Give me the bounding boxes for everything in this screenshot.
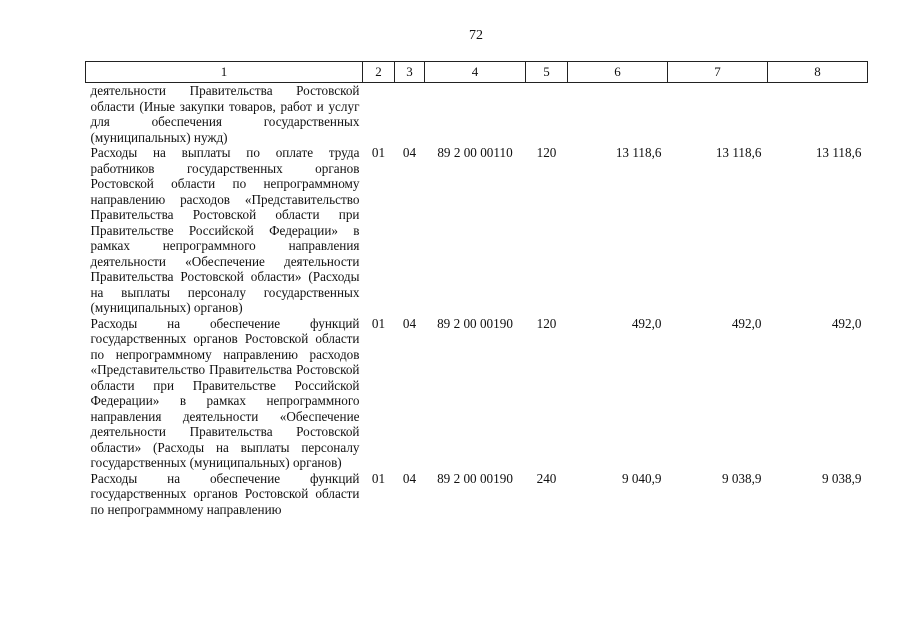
- row-subsection: 04: [402, 470, 417, 486]
- row-subsection: 04: [402, 315, 417, 331]
- row-target-article: 89 2 00 00190: [437, 315, 513, 331]
- row-description: Расходы на выплаты по оплате труда работников государственных органов Ростовской области по непрограммному направлению расходов «Представительство Правительства Ростовской области при Правительстве Российской Федерации» в рамках непрограммного направления деятельности «Обеспечение деятельности Правительства Ростовской области» (Расходы на выплаты персоналу государственных (муниципальных) органов): [90, 145, 360, 315]
- row-amount-col6: 9 040,9: [621, 470, 662, 486]
- header-col-5: 5: [526, 62, 568, 83]
- table-body: [86, 83, 868, 518]
- header-col-4: 4: [425, 62, 526, 83]
- header-col-3: 3: [395, 62, 425, 83]
- row-amount-col6: [568, 83, 668, 146]
- row-expense-type: 120: [536, 145, 557, 160]
- row-target-article: 89 2 00 00190: [437, 470, 513, 486]
- row-target-article: 89 2 00 00110: [437, 145, 513, 160]
- table-row: [86, 145, 868, 316]
- row-amount-col6: 492,0: [631, 315, 662, 331]
- row-expense-type: 240: [536, 470, 557, 486]
- row-description: Расходы на обеспечение функций государственных органов Ростовской области по непрограммному направлению: [90, 470, 360, 517]
- table-header: [86, 62, 868, 83]
- row-section: 01: [371, 145, 386, 160]
- row-expense-type: [526, 83, 568, 146]
- row-description: Расходы на обеспечение функций государственных органов Ростовской области по непрограммному направлению расходов «Представительство Правительства Ростовской области при Правительстве Российской Федерации» в рамках непрограммного направления деятельности «Обеспечение деятельности Правительства Ростовской области» (Расходы на выплаты персоналу государственных (муниципальных) органов): [90, 315, 360, 470]
- row-target-article: [425, 83, 526, 146]
- header-row: [86, 62, 868, 83]
- row-subsection: 04: [402, 145, 417, 160]
- row-description: деятельности Правительства Ростовской области (Иные закупки товаров, работ и услуг для обеспечения государственных (муниципальных) нужд): [90, 83, 360, 145]
- row-amount-col7: 13 118,6: [715, 145, 762, 160]
- row-amount-col8: 9 038,9: [821, 470, 862, 486]
- header-col-6: 6: [568, 62, 668, 83]
- row-amount-col7: 492,0: [731, 315, 762, 331]
- row-amount-col6: 13 118,6: [615, 145, 662, 160]
- row-section: 01: [371, 315, 386, 331]
- row-amount-col7: 9 038,9: [721, 470, 762, 486]
- row-subsection: [395, 83, 425, 146]
- budget-table: [85, 61, 868, 517]
- page-number: 72: [469, 28, 483, 43]
- header-col-1: 1: [86, 62, 363, 83]
- row-expense-type: 120: [536, 315, 557, 331]
- row-section: [363, 83, 395, 146]
- table-row: [86, 471, 868, 518]
- row-amount-col8: [768, 83, 868, 146]
- table-row: [86, 83, 868, 146]
- row-amount-col8: 13 118,6: [815, 145, 862, 160]
- row-section: 01: [371, 470, 386, 486]
- row-amount-col7: [668, 83, 768, 146]
- header-col-7: 7: [668, 62, 768, 83]
- header-col-8: 8: [768, 62, 868, 83]
- row-amount-col8: 492,0: [831, 315, 862, 331]
- table-row: [86, 316, 868, 471]
- header-col-2: 2: [363, 62, 395, 83]
